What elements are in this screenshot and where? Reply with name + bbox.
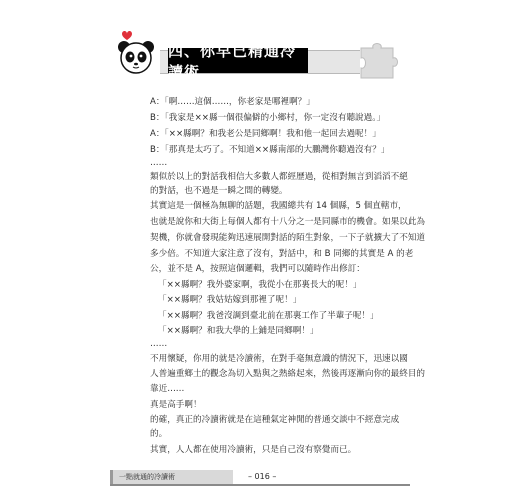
text-line: 也就是說你和大街上每個人都有十八分之一是同縣市的機會。如果以此為	[150, 217, 426, 227]
text-line: 的對話，也不過是一瞬之間的轉變。	[150, 186, 288, 196]
text-line: 契機，你就會發現能夠迅速展開對話的陌生對象，一下子就擴大了不知道	[150, 233, 426, 243]
puzzle-piece-icon	[355, 34, 405, 84]
text-line: 多少倍。不知道大家注意了沒有，對話中，和 B 同鄉的其實是 A 的老	[150, 249, 414, 259]
text-line: 「××縣啊？和我大學的上鋪是同鄉啊！」	[158, 326, 319, 336]
text-line: 「××縣啊？我爸沒調到臺北前在那裏工作了半輩子呢！」	[158, 311, 379, 321]
text-line: 「××縣啊？我外婆家啊，我從小在那裏長大的呢！」	[158, 280, 362, 290]
text-line: B：「我家是××縣一個很偏僻的小鄉村，你一定沒有聽說過。」	[150, 113, 386, 123]
text-line: B：「那真是太巧了。不知道××縣南部的大鵬灣你聽過沒有？」	[150, 145, 390, 155]
text-line: 「××縣啊？我姑姑嫁到那裡了呢！」	[158, 295, 302, 305]
text-line: 的。	[150, 429, 168, 439]
footer-book-title: 一點就通的冷讀術	[110, 470, 233, 484]
text-line: ……	[150, 158, 168, 168]
text-line: 其實，人人都在使用冷讀術，只是自己沒有察覺而已。	[150, 445, 357, 455]
text-line: ……	[150, 339, 168, 349]
panda-mascot-icon	[112, 28, 160, 78]
text-line: 的確，真正的冷讀術就是在這種氣定神閒的普通交談中不經意完成	[150, 415, 400, 425]
footer-divider	[110, 484, 410, 486]
text-line: 靠近……	[150, 384, 185, 394]
text-line: 類似於以上的對話我相信大多數人都經歷過，從相對無言到滔滔不絕	[150, 172, 408, 182]
text-line: A：「××縣啊？和我老公是同鄉啊！我和他一起回去過呢！」	[150, 129, 381, 139]
text-line: 不用懷疑，你用的就是冷讀術，在對手毫無意識的情況下，迅速以國	[150, 354, 408, 364]
text-line: 公，並不是 A，按照這個邏輯，我們可以隨時作出修訂：	[150, 264, 365, 274]
section-title: 四、你早已精通冷讀術	[168, 48, 308, 73]
text-line: 真是高手啊！	[150, 400, 202, 410]
text-line: 人普遍重鄉土的觀念為切入點與之熱絡起來，然後再逐漸向你的最終目的	[150, 369, 426, 379]
text-line: A：「啊……這個……，你老家是哪裡啊？」	[150, 97, 315, 107]
page-number: – 016 –	[248, 472, 277, 481]
text-line: 其實這是一個極為無聊的話題，我國總共有 14 個縣，5 個直轄市，	[150, 201, 407, 211]
